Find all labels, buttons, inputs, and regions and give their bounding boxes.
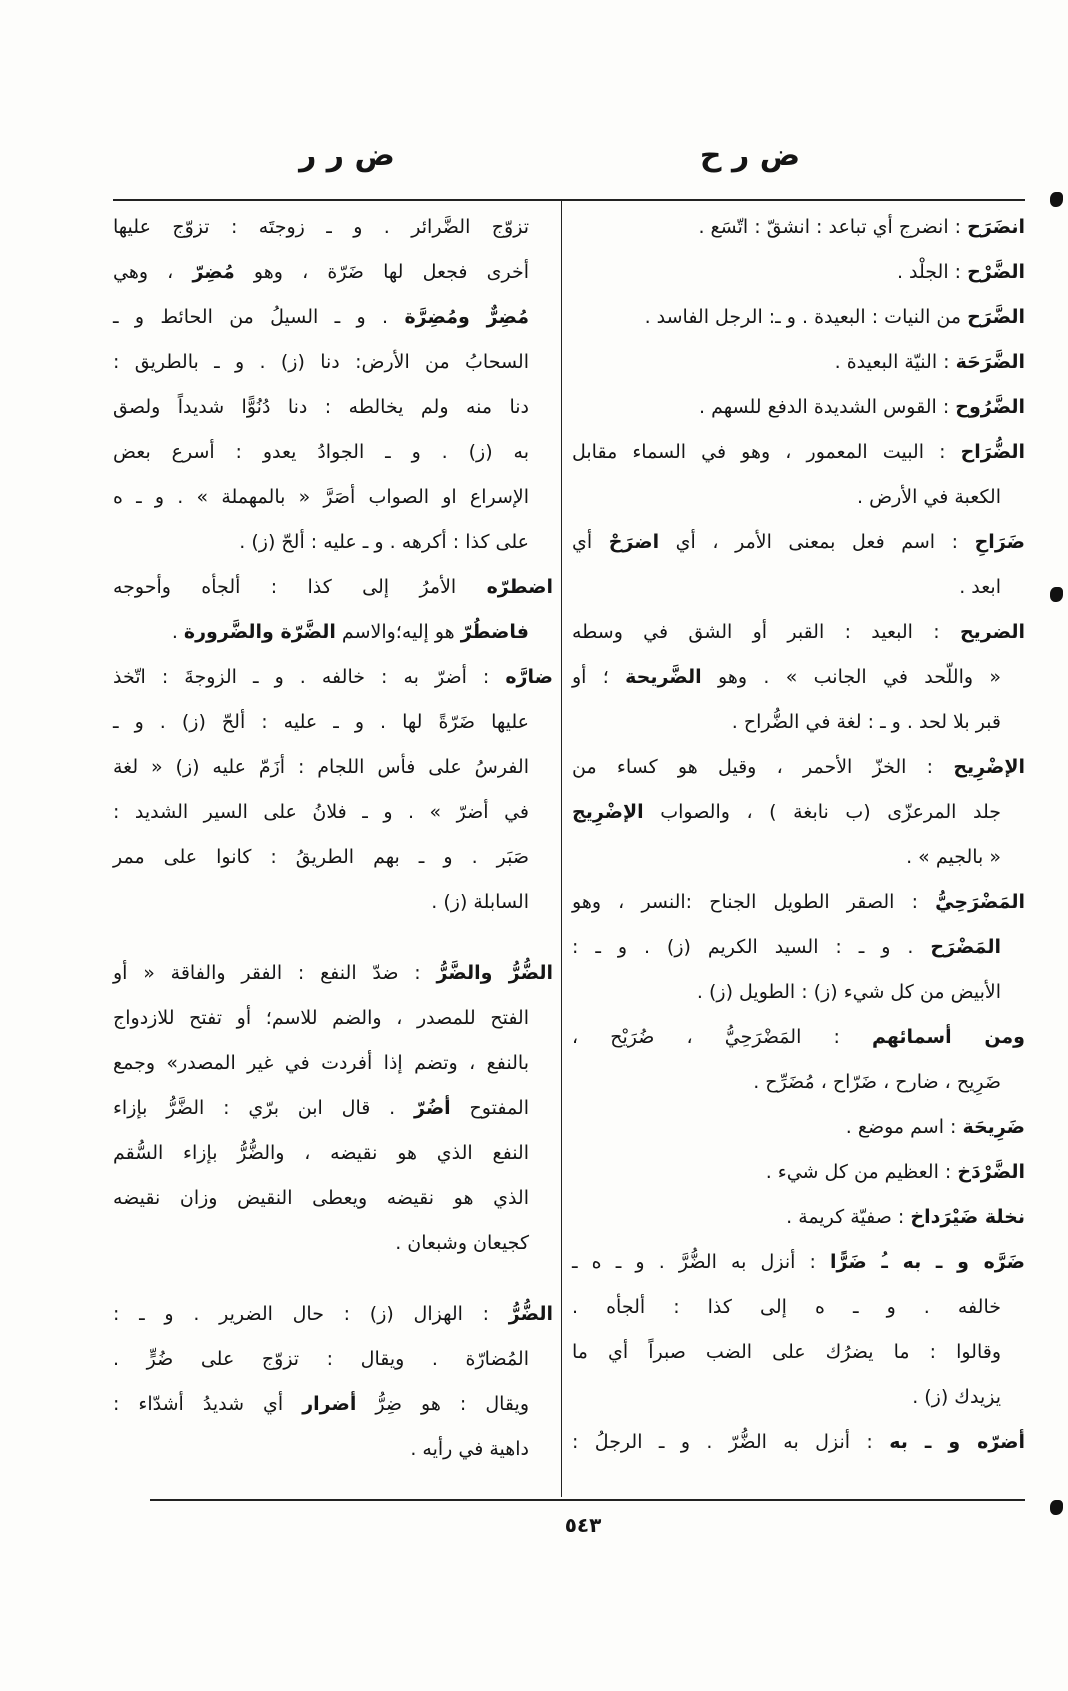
entry-line	[113, 951, 553, 996]
headword: انضَرَح	[967, 216, 1025, 238]
entry-text: : اسم موضع .	[845, 1116, 963, 1138]
headword: مُضِرٌّ ومُضِرَّة	[404, 306, 529, 328]
entry-line	[572, 1060, 1025, 1105]
headword: أضرّه و ـ به	[889, 1431, 1026, 1453]
dictionary-entry	[572, 1015, 1025, 1105]
headword: الضريح	[959, 621, 1025, 643]
entry-text: : الجلْد .	[896, 261, 968, 283]
headword: الضَّرْح	[967, 261, 1025, 283]
dictionary-entry	[113, 565, 553, 655]
entry-text: « واللّحد في الجانب » . وهو	[701, 666, 1001, 688]
dictionary-entry	[572, 340, 1025, 385]
dictionary-entry	[113, 1292, 553, 1472]
entry-line	[113, 1382, 553, 1427]
headword: الضَّرَح	[967, 306, 1025, 328]
left-column	[113, 205, 553, 1472]
entry-text: ويقال : هو ضِرُّ	[356, 1393, 529, 1415]
entry-text: : الصقر الطويل الجناح :النسر ، وهو	[572, 891, 936, 913]
entry-text: : أضرّ به : خالفه . و ـ الزوجةَ : اتّخذ	[113, 666, 506, 688]
entry-line	[113, 250, 553, 295]
entry-line	[572, 565, 1025, 610]
entry-text: : العظيم من كل شيء .	[765, 1161, 958, 1183]
entry-line	[572, 1420, 1025, 1465]
entry-text: : البعيد : القبر أو الشق في وسطه	[572, 621, 960, 643]
headword: فاضطُرّ	[460, 621, 529, 643]
entry-text: الأمرُ إلى كذا : ألجأه وأحوجه	[113, 576, 487, 598]
entry-line	[113, 880, 553, 925]
column-root-heading-right: ض ر ح	[699, 138, 801, 173]
headword: ضَرَّه و ـ به ـُ ضَرًّا	[830, 1251, 1025, 1273]
entry-text: : النيّة البعيدة .	[834, 351, 956, 373]
entry-line	[572, 475, 1025, 520]
entry-text: : الخزّ الأحمر ، وقيل هو كساء من	[572, 756, 954, 778]
entry-line	[572, 1330, 1025, 1375]
entry-text: داهية في رأيه .	[410, 1438, 529, 1460]
headword: الضَّرّة والضَّرورة	[183, 621, 336, 643]
dictionary-entry	[572, 880, 1025, 1015]
entry-line	[113, 1221, 553, 1266]
dictionary-entry	[572, 250, 1025, 295]
entry-line	[113, 205, 553, 250]
dictionary-entry	[572, 610, 1025, 745]
entry-line	[113, 565, 553, 610]
entry-text: : صفيّة كريمة .	[786, 1206, 911, 1228]
entry-text: .	[171, 621, 184, 643]
entry-text: . و ـ السيلُ من الحائط و ـ	[113, 306, 405, 328]
entry-line	[113, 610, 553, 655]
entry-line	[572, 925, 1025, 970]
headword: اضرَحْ	[608, 531, 660, 553]
entry-text: : أنزل به الضُّرَّ . و ـ ه ـ	[572, 1251, 831, 1273]
headword: الإضْرِيج	[572, 801, 644, 823]
entry-text: عليها ضَرّةً لها . و ـ عليه : ألحّ (ز) . و ـ	[113, 711, 529, 733]
entry-text: الفرسُ على فأس اللجام : أزَمّ عليه (ز) « لغة	[113, 756, 529, 778]
entry-line	[113, 340, 553, 385]
entry-line	[113, 1131, 553, 1176]
entry-text: صَبَر . و ـ بهم الطريقُ : كانوا على ممر	[113, 846, 529, 868]
entry-line	[113, 1086, 553, 1131]
entry-line	[572, 970, 1025, 1015]
entry-text: : المَضْرَحِيُّ ، ضُرَيْح ،	[572, 1026, 872, 1048]
headword: الضُّرُّ	[508, 1303, 553, 1325]
entry-text: جلد المرعزّى (ب نابغة ) ، والصواب	[643, 801, 1001, 823]
entry-line	[113, 295, 553, 340]
entry-text: . و ـ : السيد الكريم (ز) . و ـ :	[572, 936, 931, 958]
dictionary-entry	[572, 1195, 1025, 1240]
entry-text: : القوس الشديدة الدفع للسهم .	[699, 396, 956, 418]
entry-line	[572, 835, 1025, 880]
page-number: ٥٤٣	[564, 1513, 602, 1537]
entry-text: : البيت المعمور ، وهو في السماء مقابل	[572, 441, 961, 463]
entry-line	[572, 1105, 1025, 1150]
column-root-heading-left: ض ر ر	[299, 138, 395, 173]
column-divider	[561, 201, 562, 1497]
dictionary-entry	[572, 1150, 1025, 1195]
entry-text: : ضدّ النفع : الفقر والفاقة « أو	[113, 962, 437, 984]
entry-text: في أضرّ » . و ـ فلانُ على السير الشديد :	[113, 801, 529, 823]
entry-line	[113, 655, 553, 700]
dictionary-entry	[572, 205, 1025, 250]
entry-line	[572, 430, 1025, 475]
entry-text: المُضارّة . ويقال : تزوّج على ضُرٍّ .	[113, 1348, 529, 1370]
margin-mark	[1050, 587, 1063, 602]
headword: ضَرِيحَة	[962, 1116, 1025, 1138]
entry-line	[572, 880, 1025, 925]
entry-line	[113, 1337, 553, 1382]
entry-line	[572, 1240, 1025, 1285]
entry-line	[572, 745, 1025, 790]
entry-text: هو إليه؛والاسم	[335, 621, 461, 643]
headword: الضَّرْدَخ	[957, 1161, 1025, 1183]
entry-text: الإسراع او الصواب أصَرَّ « بالمهملة » . و ـ ه	[113, 486, 529, 508]
headword: الضَّريحة	[625, 666, 702, 688]
entry-line	[572, 295, 1025, 340]
headword: أضرار	[302, 1393, 357, 1415]
headword: المَضْرَح	[930, 936, 1001, 958]
dictionary-entry	[572, 430, 1025, 520]
entry-text: « بالجيم » .	[906, 846, 1001, 868]
entry-text: بالنفع ، وتضم إذا أفردت في غير المصدر» وجمع	[113, 1052, 529, 1074]
entry-text: أي شديدُ أشدّاء :	[113, 1393, 303, 1415]
dictionary-entry	[572, 295, 1025, 340]
entry-text: الفتح للمصدر ، والضم للاسم؛ أو تفتح للازدواج	[113, 1007, 529, 1029]
headword: أضُرّ	[414, 1097, 451, 1119]
dictionary-entry	[572, 385, 1025, 430]
entry-line	[113, 745, 553, 790]
entry-text: خالفه . و ـ ه إلى كذا : ألجأه .	[572, 1296, 1001, 1318]
entry-text: المفتوح	[450, 1097, 529, 1119]
entry-text: الذي هو نقيضه ويعطى النقيض وزان نقيضه	[113, 1187, 529, 1209]
dictionary-entry	[113, 205, 553, 565]
headword: الإضْرِيح	[953, 756, 1025, 778]
headword: نخلة ضَيْرَداخ	[910, 1206, 1025, 1228]
entry-line	[572, 790, 1025, 835]
entry-text: : اسم فعل بمعنى الأمر ، أي	[659, 531, 975, 553]
headword: الضَّرَحَة	[955, 351, 1025, 373]
entry-line	[113, 790, 553, 835]
entry-text: يزيدك (ز) .	[912, 1386, 1001, 1408]
entry-line	[572, 1015, 1025, 1060]
entry-line	[572, 700, 1025, 745]
entry-text: من النيات : البعيدة . و ـ: الرجل الفاسد .	[644, 306, 968, 328]
margin-mark	[1050, 192, 1063, 207]
entry-line	[572, 1375, 1025, 1420]
headword: المَضْرَحِيُّ	[935, 891, 1025, 913]
entry-line	[113, 430, 553, 475]
entry-text: وقالوا : ما يضرُك على الضب صبراً أي ما	[572, 1341, 1001, 1363]
headword: الضَّرُوح	[955, 396, 1025, 418]
entry-text: الكعبة في الأرض .	[857, 486, 1001, 508]
headword: مُضِرّ	[192, 261, 235, 283]
entry-line	[113, 1427, 553, 1472]
bottom-rule	[150, 1499, 1025, 1501]
entry-text: السحابُ من الأرض: دنا (ز) . و ـ بالطريق :	[113, 351, 529, 373]
entry-text: : انضرج أي تباعد : انشقّ : اتّسَع .	[698, 216, 968, 238]
entry-line	[113, 1292, 553, 1337]
entry-text: كجيعان وشبعان .	[395, 1232, 529, 1254]
entry-text: تزوّج الضَّرائر . و ـ زوجتَه : تزوّج عليها	[113, 216, 529, 238]
entry-text: ؛ أو	[572, 666, 626, 688]
dictionary-entry	[572, 520, 1025, 610]
headword: ضَرَاحِ	[974, 531, 1025, 553]
margin-mark	[1050, 1500, 1063, 1515]
headword: ومن أسمائهم	[871, 1026, 1025, 1048]
entry-line	[113, 835, 553, 880]
entry-text: على كذا : أكرهه . و ـ عليه : ألحّ (ز) .	[239, 531, 529, 553]
dictionary-entry	[572, 1240, 1025, 1420]
entry-text: . قال ابن برّي : الضَّرُّ بإزاء	[113, 1097, 414, 1119]
entry-text: ابعد .	[959, 576, 1001, 598]
entry-text: ، وهي	[113, 261, 193, 283]
entry-line	[113, 520, 553, 565]
entry-text: أي	[572, 531, 609, 553]
entry-text: دنا منه ولم يخالطه : دنا دُنُوًّا شديداً ولصق	[113, 396, 529, 418]
headword: الضُّرَاح	[960, 441, 1025, 463]
entry-text: قبر بلا لحد . و ـ : لغة في الضُّراح .	[731, 711, 1001, 733]
right-column	[572, 205, 1025, 1465]
entry-line	[113, 700, 553, 745]
entry-line	[572, 520, 1025, 565]
entry-text: الأبيض من كل شيء (ز) : الطويل (ز) .	[696, 981, 1001, 1003]
entry-text: : أنزل به الضُّرّ . و ـ الرجلُ :	[572, 1431, 890, 1453]
entry-text: : الهزال (ز) : حال الضرير . و ـ :	[113, 1303, 509, 1325]
dictionary-entry	[113, 951, 553, 1266]
entry-text: ضَرِيح ، ضارح ، ضَرّاح ، مُضَرِّح .	[753, 1071, 1001, 1093]
entry-line	[572, 205, 1025, 250]
entry-line	[113, 1041, 553, 1086]
entry-line	[113, 475, 553, 520]
dictionary-entry	[572, 745, 1025, 880]
headword: اضطرّه	[486, 576, 553, 598]
entry-line	[113, 1176, 553, 1221]
headword: الضُّرُّ والضَّرُّ	[436, 962, 553, 984]
entry-line	[572, 1150, 1025, 1195]
top-rule	[113, 199, 1025, 201]
entry-line	[572, 385, 1025, 430]
entry-line	[572, 1285, 1025, 1330]
dictionary-entry	[572, 1420, 1025, 1465]
entry-text: النفع الذي هو نقيضه ، والضُّرُّ بإزاء السُّقم	[113, 1142, 529, 1164]
entry-line	[572, 655, 1025, 700]
entry-line	[572, 340, 1025, 385]
entry-text: السابلة (ز) .	[431, 891, 529, 913]
entry-line	[113, 385, 553, 430]
headword: ضارَّه	[505, 666, 553, 688]
dictionary-entry	[113, 655, 553, 925]
entry-line	[572, 1195, 1025, 1240]
entry-text: أخرى فجعل لها ضَرّة ، وهو	[234, 261, 529, 283]
entry-line	[572, 610, 1025, 655]
entry-line	[572, 250, 1025, 295]
entry-text: به (ز) . و ـ الجوادُ يعدو : أسرع بعض	[113, 441, 529, 463]
entry-line	[113, 996, 553, 1041]
dictionary-entry	[572, 1105, 1025, 1150]
